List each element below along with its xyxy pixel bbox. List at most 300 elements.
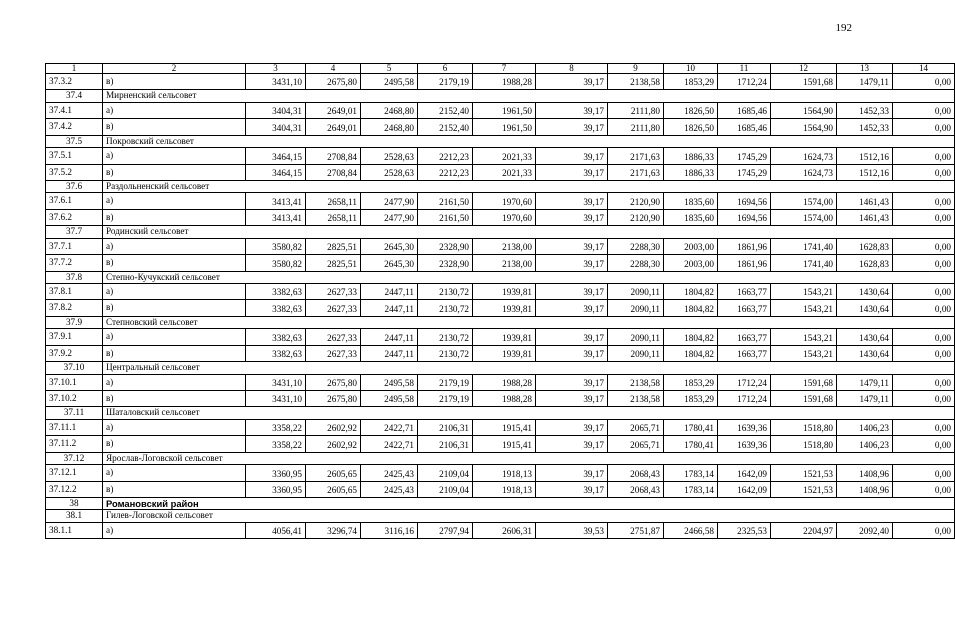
row-code: 37.9.2	[46, 345, 103, 361]
value-cell: 2466,58	[664, 522, 718, 538]
value-cell: 1835,60	[664, 209, 718, 225]
column-header: 4	[306, 64, 361, 74]
value-cell: 2288,30	[608, 238, 664, 254]
district-header-row	[46, 497, 955, 510]
value-cell: 2111,80	[608, 119, 664, 135]
row-label: в)	[103, 390, 246, 406]
value-cell: 2090,11	[608, 345, 664, 361]
value-cell: 3464,15	[246, 148, 306, 164]
value-cell: 1804,82	[664, 284, 718, 300]
column-header: 1	[46, 64, 103, 74]
value-cell: 2447,11	[361, 300, 418, 316]
row-label: а)	[103, 148, 246, 164]
value-cell: 1780,41	[664, 419, 718, 435]
row-label: а)	[103, 522, 246, 538]
value-cell: 2468,80	[361, 102, 418, 118]
row-code: 37.8.1	[46, 284, 103, 300]
value-cell: 1915,41	[473, 436, 536, 452]
value-cell: 3358,22	[246, 419, 306, 435]
value-cell: 2065,71	[608, 436, 664, 452]
value-cell: 2161,50	[418, 193, 473, 209]
value-cell: 2065,71	[608, 419, 664, 435]
value-cell: 2528,63	[361, 164, 418, 180]
value-cell: 39,17	[536, 390, 608, 406]
value-cell: 1406,23	[837, 436, 893, 452]
row-label: в)	[103, 74, 246, 90]
value-cell: 2627,33	[306, 284, 361, 300]
row-code: 37.6	[46, 180, 103, 193]
column-header: 10	[664, 64, 718, 74]
value-cell: 1804,82	[664, 345, 718, 361]
value-cell: 3382,63	[246, 345, 306, 361]
value-cell: 39,17	[536, 255, 608, 271]
value-cell: 39,17	[536, 374, 608, 390]
value-cell: 39,17	[536, 102, 608, 118]
value-cell: 2447,11	[361, 329, 418, 345]
value-cell: 2658,11	[306, 209, 361, 225]
value-cell: 1835,60	[664, 193, 718, 209]
value-cell: 0,00	[893, 148, 955, 164]
column-header: 14	[893, 64, 955, 74]
value-cell: 1642,09	[718, 481, 771, 497]
row-code: 37.8	[46, 271, 103, 284]
value-cell: 1543,21	[771, 284, 837, 300]
value-cell: 0,00	[893, 193, 955, 209]
value-cell: 1939,81	[473, 345, 536, 361]
table-row	[46, 102, 955, 118]
value-cell: 1694,56	[718, 209, 771, 225]
value-cell: 3358,22	[246, 436, 306, 452]
tariff-table-container	[45, 63, 951, 539]
table-row	[46, 193, 955, 209]
row-label: в)	[103, 481, 246, 497]
value-cell: 2092,40	[837, 522, 893, 538]
council-name: Родинский сельсовет	[103, 226, 955, 239]
value-cell: 3580,82	[246, 238, 306, 254]
value-cell: 1804,82	[664, 329, 718, 345]
row-code: 37.11.2	[46, 436, 103, 452]
value-cell: 1518,80	[771, 419, 837, 435]
column-header: 8	[536, 64, 608, 74]
table-row	[46, 522, 955, 538]
value-cell: 3413,41	[246, 193, 306, 209]
value-cell: 39,17	[536, 148, 608, 164]
row-code: 37.11	[46, 407, 103, 420]
value-cell: 0,00	[893, 390, 955, 406]
value-cell: 0,00	[893, 284, 955, 300]
value-cell: 1628,83	[837, 255, 893, 271]
value-cell: 1988,28	[473, 374, 536, 390]
row-label: в)	[103, 300, 246, 316]
value-cell: 1826,50	[664, 119, 718, 135]
value-cell: 39,17	[536, 329, 608, 345]
value-cell: 1408,96	[837, 465, 893, 481]
value-cell: 2068,43	[608, 465, 664, 481]
value-cell: 1479,11	[837, 390, 893, 406]
value-cell: 2675,80	[306, 74, 361, 90]
value-cell: 2649,01	[306, 102, 361, 118]
value-cell: 3431,10	[246, 374, 306, 390]
value-cell: 1745,29	[718, 148, 771, 164]
value-cell: 39,17	[536, 119, 608, 135]
value-cell: 1591,68	[771, 374, 837, 390]
value-cell: 2138,58	[608, 374, 664, 390]
column-header: 6	[418, 64, 473, 74]
value-cell: 2675,80	[306, 390, 361, 406]
value-cell: 1961,50	[473, 102, 536, 118]
value-cell: 2120,90	[608, 209, 664, 225]
value-cell: 2658,11	[306, 193, 361, 209]
value-cell: 2130,72	[418, 300, 473, 316]
row-code: 38.1	[46, 510, 103, 523]
value-cell: 3431,10	[246, 390, 306, 406]
value-cell: 1741,40	[771, 255, 837, 271]
row-label: а)	[103, 329, 246, 345]
row-code: 37.4	[46, 90, 103, 103]
value-cell: 2447,11	[361, 284, 418, 300]
value-cell: 1988,28	[473, 74, 536, 90]
page-number: 192	[835, 22, 852, 34]
council-header-row	[46, 180, 955, 193]
column-header: 7	[473, 64, 536, 74]
row-code: 37.5.1	[46, 148, 103, 164]
value-cell: 1861,96	[718, 255, 771, 271]
value-cell: 2602,92	[306, 419, 361, 435]
value-cell: 2422,71	[361, 419, 418, 435]
value-cell: 1712,24	[718, 390, 771, 406]
value-cell: 3580,82	[246, 255, 306, 271]
table-row	[46, 300, 955, 316]
value-cell: 2605,65	[306, 481, 361, 497]
column-header: 5	[361, 64, 418, 74]
council-name: Романовский район	[103, 497, 955, 510]
value-cell: 2106,31	[418, 419, 473, 435]
value-cell: 39,17	[536, 164, 608, 180]
value-cell: 2003,00	[664, 255, 718, 271]
value-cell: 1712,24	[718, 374, 771, 390]
value-cell: 1663,77	[718, 345, 771, 361]
value-cell: 1452,33	[837, 102, 893, 118]
value-cell: 0,00	[893, 209, 955, 225]
value-cell: 3413,41	[246, 209, 306, 225]
value-cell: 2645,30	[361, 238, 418, 254]
table-row	[46, 164, 955, 180]
value-cell: 1939,81	[473, 300, 536, 316]
value-cell: 39,17	[536, 436, 608, 452]
council-header-row	[46, 452, 955, 465]
value-cell: 1512,16	[837, 164, 893, 180]
value-cell: 1853,29	[664, 374, 718, 390]
value-cell: 1939,81	[473, 284, 536, 300]
value-cell: 39,17	[536, 209, 608, 225]
value-cell: 2288,30	[608, 255, 664, 271]
row-code: 37.5.2	[46, 164, 103, 180]
column-header: 12	[771, 64, 837, 74]
value-cell: 2130,72	[418, 345, 473, 361]
table-row	[46, 345, 955, 361]
table-body	[46, 74, 955, 539]
value-cell: 1741,40	[771, 238, 837, 254]
value-cell: 3360,95	[246, 481, 306, 497]
value-cell: 1970,60	[473, 209, 536, 225]
value-cell: 2138,58	[608, 390, 664, 406]
value-cell: 1521,53	[771, 481, 837, 497]
row-label: а)	[103, 193, 246, 209]
value-cell: 1712,24	[718, 74, 771, 90]
column-header: 2	[103, 64, 246, 74]
value-cell: 1685,46	[718, 119, 771, 135]
council-header-row	[46, 316, 955, 329]
row-code: 37.12.2	[46, 481, 103, 497]
value-cell: 2109,04	[418, 481, 473, 497]
value-cell: 2021,33	[473, 148, 536, 164]
value-cell: 1783,14	[664, 481, 718, 497]
value-cell: 3404,31	[246, 102, 306, 118]
value-cell: 1988,28	[473, 390, 536, 406]
table-row	[46, 284, 955, 300]
value-cell: 4056,41	[246, 522, 306, 538]
row-label: в)	[103, 164, 246, 180]
value-cell: 2171,63	[608, 164, 664, 180]
row-code: 38	[46, 497, 103, 510]
value-cell: 3404,31	[246, 119, 306, 135]
value-cell: 1430,64	[837, 300, 893, 316]
value-cell: 0,00	[893, 164, 955, 180]
value-cell: 2120,90	[608, 193, 664, 209]
row-code: 37.7.1	[46, 238, 103, 254]
value-cell: 2751,87	[608, 522, 664, 538]
value-cell: 2477,90	[361, 209, 418, 225]
row-code: 37.4.1	[46, 102, 103, 118]
value-cell: 1591,68	[771, 390, 837, 406]
value-cell: 1970,60	[473, 193, 536, 209]
value-cell: 0,00	[893, 419, 955, 435]
value-cell: 1564,90	[771, 102, 837, 118]
value-cell: 2825,51	[306, 255, 361, 271]
value-cell: 1452,33	[837, 119, 893, 135]
value-cell: 2325,53	[718, 522, 771, 538]
value-cell: 2645,30	[361, 255, 418, 271]
row-code: 37.7	[46, 226, 103, 239]
council-name: Шаталовский сельсовет	[103, 407, 955, 420]
value-cell: 1853,29	[664, 74, 718, 90]
table-row	[46, 390, 955, 406]
council-header-row	[46, 407, 955, 420]
value-cell: 39,17	[536, 465, 608, 481]
value-cell: 2179,19	[418, 390, 473, 406]
value-cell: 0,00	[893, 374, 955, 390]
value-cell: 3464,15	[246, 164, 306, 180]
value-cell: 1783,14	[664, 465, 718, 481]
value-cell: 1663,77	[718, 284, 771, 300]
value-cell: 1543,21	[771, 300, 837, 316]
table-row	[46, 436, 955, 452]
value-cell: 39,17	[536, 74, 608, 90]
value-cell: 2425,43	[361, 481, 418, 497]
value-cell: 1886,33	[664, 164, 718, 180]
value-cell: 1685,46	[718, 102, 771, 118]
value-cell: 2495,58	[361, 74, 418, 90]
value-cell: 2138,00	[473, 238, 536, 254]
value-cell: 2708,84	[306, 164, 361, 180]
table-row	[46, 481, 955, 497]
value-cell: 2021,33	[473, 164, 536, 180]
value-cell: 0,00	[893, 300, 955, 316]
value-cell: 39,53	[536, 522, 608, 538]
row-code: 37.6.2	[46, 209, 103, 225]
value-cell: 2605,65	[306, 465, 361, 481]
value-cell: 0,00	[893, 436, 955, 452]
value-cell: 2179,19	[418, 374, 473, 390]
value-cell: 3382,63	[246, 284, 306, 300]
value-cell: 2204,97	[771, 522, 837, 538]
value-cell: 0,00	[893, 255, 955, 271]
row-code: 37.8.2	[46, 300, 103, 316]
value-cell: 1543,21	[771, 329, 837, 345]
value-cell: 1591,68	[771, 74, 837, 90]
value-cell: 39,17	[536, 284, 608, 300]
row-code: 37.6.1	[46, 193, 103, 209]
value-cell: 2161,50	[418, 209, 473, 225]
value-cell: 39,17	[536, 238, 608, 254]
value-cell: 1642,09	[718, 465, 771, 481]
value-cell: 2627,33	[306, 345, 361, 361]
value-cell: 39,17	[536, 419, 608, 435]
value-cell: 2422,71	[361, 436, 418, 452]
row-code: 37.5	[46, 135, 103, 148]
value-cell: 39,17	[536, 193, 608, 209]
value-cell: 0,00	[893, 345, 955, 361]
value-cell: 39,17	[536, 345, 608, 361]
council-header-row	[46, 90, 955, 103]
value-cell: 2495,58	[361, 390, 418, 406]
value-cell: 2447,11	[361, 345, 418, 361]
row-label: а)	[103, 374, 246, 390]
table-row	[46, 74, 955, 90]
value-cell: 1853,29	[664, 390, 718, 406]
value-cell: 1918,13	[473, 465, 536, 481]
value-cell: 2109,04	[418, 465, 473, 481]
value-cell: 1745,29	[718, 164, 771, 180]
value-cell: 0,00	[893, 74, 955, 90]
value-cell: 39,17	[536, 481, 608, 497]
value-cell: 1512,16	[837, 148, 893, 164]
row-label: а)	[103, 465, 246, 481]
value-cell: 1574,00	[771, 209, 837, 225]
table-row	[46, 465, 955, 481]
value-cell: 2171,63	[608, 148, 664, 164]
value-cell: 1961,50	[473, 119, 536, 135]
value-cell: 0,00	[893, 102, 955, 118]
value-cell: 2212,23	[418, 148, 473, 164]
value-cell: 0,00	[893, 522, 955, 538]
row-label: а)	[103, 102, 246, 118]
value-cell: 1430,64	[837, 284, 893, 300]
row-label: а)	[103, 284, 246, 300]
value-cell: 2708,84	[306, 148, 361, 164]
row-code: 37.10.1	[46, 374, 103, 390]
value-cell: 2179,19	[418, 74, 473, 90]
value-cell: 1430,64	[837, 329, 893, 345]
value-cell: 3382,63	[246, 329, 306, 345]
value-cell: 1574,00	[771, 193, 837, 209]
value-cell: 1628,83	[837, 238, 893, 254]
table-row	[46, 329, 955, 345]
value-cell: 2627,33	[306, 329, 361, 345]
row-label: а)	[103, 419, 246, 435]
council-name: Раздольненский сельсовет	[103, 180, 955, 193]
row-label: а)	[103, 238, 246, 254]
row-code: 37.12.1	[46, 465, 103, 481]
value-cell: 2649,01	[306, 119, 361, 135]
tariff-table	[45, 63, 955, 539]
table-row	[46, 255, 955, 271]
value-cell: 1639,36	[718, 419, 771, 435]
value-cell: 1461,43	[837, 209, 893, 225]
row-code: 37.9	[46, 316, 103, 329]
council-name: Гилев-Логовской сельсовет	[103, 510, 955, 523]
row-code: 37.3.2	[46, 74, 103, 90]
value-cell: 2825,51	[306, 238, 361, 254]
row-label: в)	[103, 436, 246, 452]
value-cell: 1624,73	[771, 164, 837, 180]
value-cell: 2090,11	[608, 300, 664, 316]
council-name: Ярослав-Логовской сельсовет	[103, 452, 955, 465]
value-cell: 2328,90	[418, 238, 473, 254]
value-cell: 0,00	[893, 465, 955, 481]
value-cell: 1479,11	[837, 374, 893, 390]
council-name: Степно-Кучукский сельсовет	[103, 271, 955, 284]
value-cell: 3431,10	[246, 74, 306, 90]
value-cell: 1804,82	[664, 300, 718, 316]
value-cell: 2212,23	[418, 164, 473, 180]
value-cell: 2003,00	[664, 238, 718, 254]
value-cell: 2468,80	[361, 119, 418, 135]
value-cell: 2111,80	[608, 102, 664, 118]
value-cell: 1406,23	[837, 419, 893, 435]
value-cell: 1639,36	[718, 436, 771, 452]
value-cell: 2138,00	[473, 255, 536, 271]
council-header-row	[46, 135, 955, 148]
value-cell: 2528,63	[361, 148, 418, 164]
value-cell: 3382,63	[246, 300, 306, 316]
value-cell: 1663,77	[718, 329, 771, 345]
value-cell: 2130,72	[418, 284, 473, 300]
value-cell: 0,00	[893, 481, 955, 497]
value-cell: 1430,64	[837, 345, 893, 361]
row-code: 37.9.1	[46, 329, 103, 345]
column-header: 9	[608, 64, 664, 74]
value-cell: 1886,33	[664, 148, 718, 164]
council-name: Центральный сельсовет	[103, 362, 955, 375]
value-cell: 3296,74	[306, 522, 361, 538]
value-cell: 1694,56	[718, 193, 771, 209]
council-header-row	[46, 226, 955, 239]
value-cell: 1521,53	[771, 465, 837, 481]
value-cell: 1408,96	[837, 481, 893, 497]
value-cell: 3360,95	[246, 465, 306, 481]
value-cell: 39,17	[536, 300, 608, 316]
council-header-row	[46, 362, 955, 375]
table-row	[46, 119, 955, 135]
row-label: в)	[103, 209, 246, 225]
value-cell: 1915,41	[473, 419, 536, 435]
row-code: 38.1.1	[46, 522, 103, 538]
row-code: 37.10	[46, 362, 103, 375]
value-cell: 2130,72	[418, 329, 473, 345]
value-cell: 1780,41	[664, 436, 718, 452]
value-cell: 2328,90	[418, 255, 473, 271]
